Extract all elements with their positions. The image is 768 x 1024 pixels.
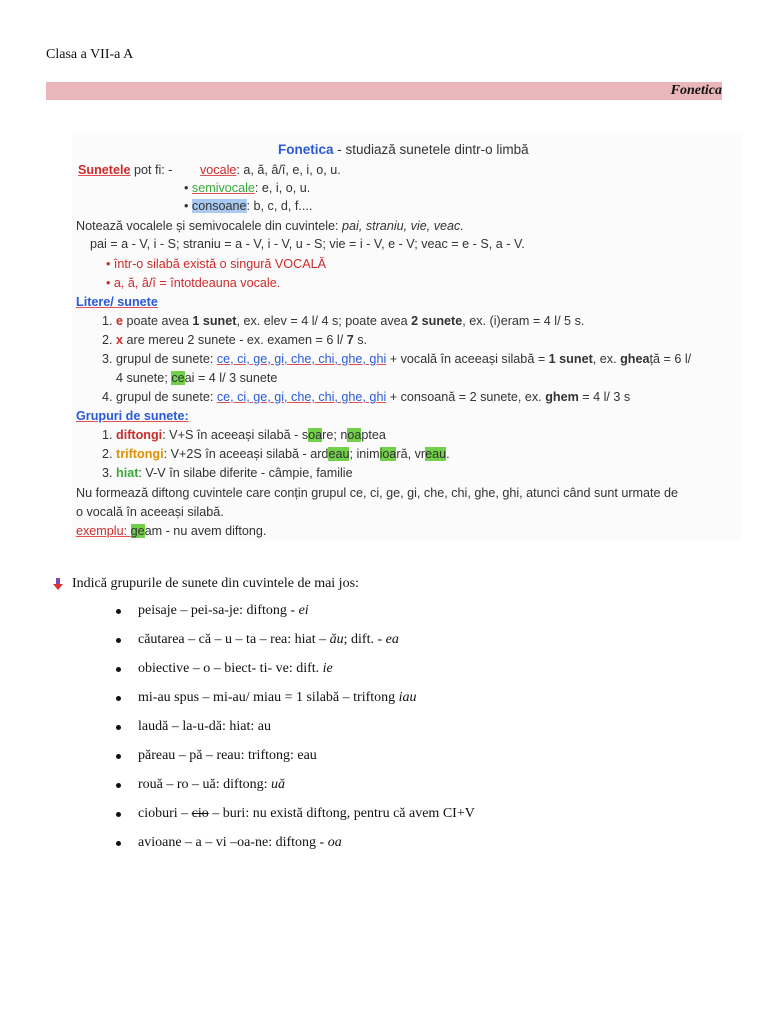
exercise-list xyxy=(112,601,475,862)
notes-title: Fonetica - studiază sunetele dintr-o limbă xyxy=(278,142,529,157)
class-label: Clasa a VII-a A xyxy=(46,47,134,62)
list-item: păreau – pă – reau: triftong: eau xyxy=(112,746,475,775)
section-title: Fonetica xyxy=(670,83,722,98)
list-item: cioburi – cio – buri: nu există diftong, pentru că avem CI+V xyxy=(112,804,475,833)
phonetics-notes-image xyxy=(72,133,742,540)
notes-letters-item-3-cont: 4 sunete; ceai = 4 l/ 3 sunete xyxy=(116,371,278,385)
notes-letters-item-3: 3. grupul de sunete: ce, ci, ge, gi, che, chi, ghe, ghi + vocală în aceeași silabă = 1 sunet, ex. gheață = 6 l/ xyxy=(102,352,692,366)
notes-sounds-line: Sunetele pot fi: - vocale: a, ă, â/î, e, i, o, u. xyxy=(78,163,341,177)
notes-letters-item-1: 1. e poate avea 1 sunet, ex. elev = 4 l/ 4 s; poate avea 2 sunete, ex. (i)eram = 4 l/ 5 s. xyxy=(102,314,585,328)
notes-group-triphthongs: 2. triftongi: V+2S în aceeași silabă - ardeau; inimioară, vreau. xyxy=(102,447,450,461)
section-band xyxy=(46,82,722,100)
list-item: peisaje – pei-sa-je: diftong - ei xyxy=(112,601,475,630)
notes-no-diphthong-line-2: o vocală în aceeași silabă. xyxy=(76,505,224,519)
arrow-down-icon xyxy=(52,578,64,590)
notes-letters-item-2: 2. x are mereu 2 sunete - ex. examen = 6 l/ 7 s. xyxy=(102,333,367,347)
notes-group-hiatus: 3. hiat: V-V în silabe diferite - câmpie, familie xyxy=(102,466,353,480)
notes-no-diphthong-line-1: Nu formează diftong cuvintele care conțin grupul ce, ci, ge, gi, che, chi, ghe, ghi, atunci când sunt urmate de xyxy=(76,486,679,500)
notes-rule-one: • într-o silabă există o singură VOCALĂ xyxy=(106,257,327,271)
notes-letters-heading: Litere/ sunete xyxy=(76,295,158,309)
list-item: mi-au spus – mi-au/ miau = 1 silabă – triftong iau xyxy=(112,688,475,717)
list-item: avioane – a – vi –oa-ne: diftong - oa xyxy=(112,833,475,862)
notes-task-line: Notează vocalele și semivocalele din cuvintele: pai, straniu, vie, veac. xyxy=(76,219,464,233)
exercise-prompt: Indică grupurile de sunete din cuvintele de mai jos: xyxy=(52,576,359,592)
notes-consonants-line: • consoane: b, c, d, f.... xyxy=(184,199,313,213)
list-item: laudă – la-u-dă: hiat: au xyxy=(112,717,475,746)
notes-groups-heading: Grupuri de sunete: xyxy=(76,409,189,423)
list-item: obiective – o – biect- ti- ve: dift. ie xyxy=(112,659,475,688)
list-item: căutarea – că – u – ta – rea: hiat – ău; dift. - ea xyxy=(112,630,475,659)
list-item: rouă – ro – uă: diftong: uă xyxy=(112,775,475,804)
notes-task-answer: pai = a - V, i - S; straniu = a - V, i - V, u - S; vie = i - V, e - V; veac = e - S, a - V. xyxy=(90,237,525,251)
notes-example-line: exemplu: geam - nu avem diftong. xyxy=(76,524,267,538)
notes-letters-item-4: 4. grupul de sunete: ce, ci, ge, gi, che, chi, ghe, ghi + consoană = 2 sunete, ex. ghem = 4 l/ 3 s xyxy=(102,390,631,404)
notes-rule-two: • a, ă, â/î = întotdeauna vocale. xyxy=(106,276,281,290)
notes-group-diphthongs: 1. diftongi: V+S în aceeași silabă - soare; noaptea xyxy=(102,428,386,442)
notes-semivowels-line: • semivocale: e, i, o, u. xyxy=(184,181,311,195)
